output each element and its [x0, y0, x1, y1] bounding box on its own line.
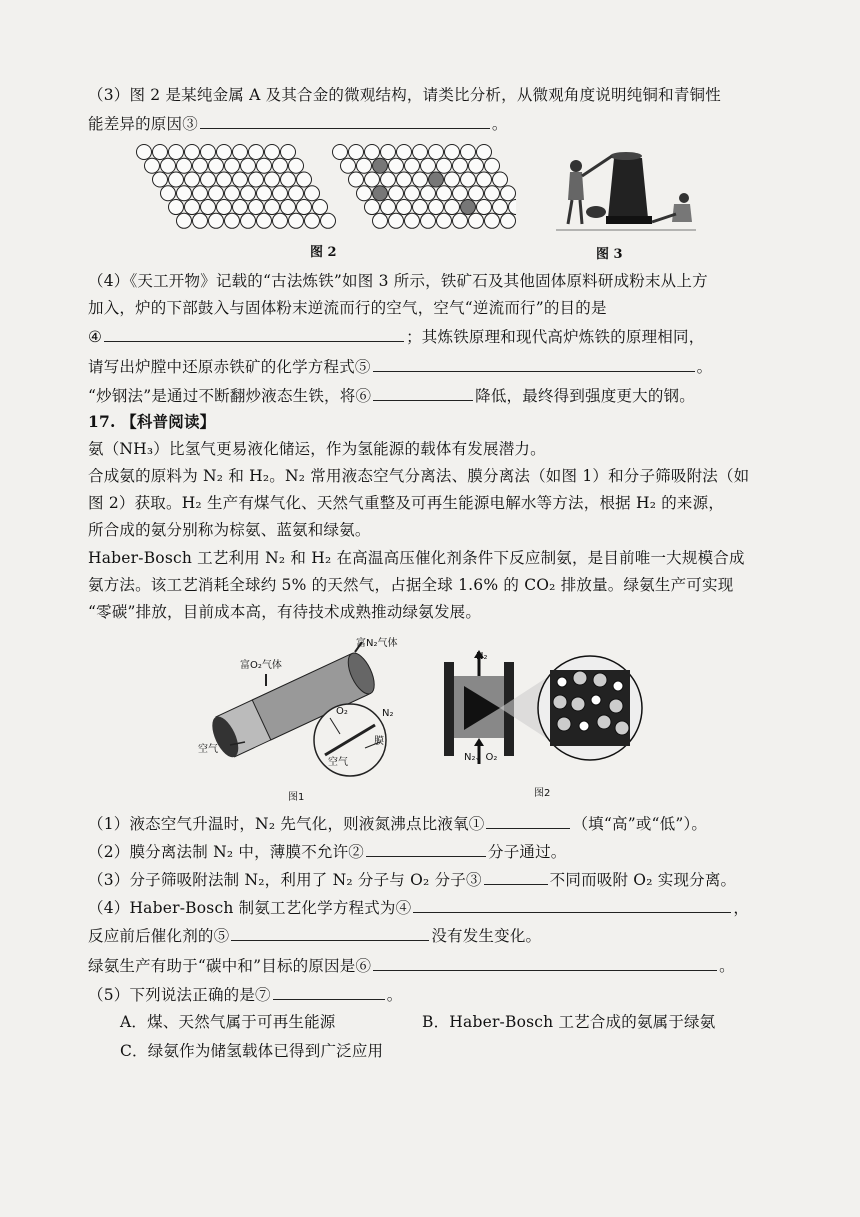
atom — [373, 186, 388, 201]
n2-o2-in-label: N₂、O₂ — [464, 752, 498, 763]
atom — [469, 213, 484, 228]
q4-marker-4: ④ — [88, 328, 103, 346]
question-1 — [88, 812, 707, 835]
atom — [177, 213, 192, 228]
atom — [405, 158, 420, 173]
atom — [485, 213, 500, 228]
atom — [209, 158, 224, 173]
atom — [289, 158, 304, 173]
atom — [169, 200, 184, 215]
atom — [485, 158, 500, 173]
answer-blank-1[interactable] — [486, 812, 570, 829]
atom — [485, 186, 500, 201]
atom — [445, 172, 460, 187]
q17-p3-line2: 氨方法。该工艺消耗全球约 5% 的天然气，占据全球 1.6% 的 CO₂ 排放量。绿氨生产可实现 — [88, 576, 734, 594]
atom — [249, 172, 264, 187]
sieve-molecule — [573, 671, 587, 685]
atom — [289, 186, 304, 201]
atom — [265, 145, 280, 160]
n2-arrow-label: N₂ — [382, 708, 394, 719]
fig1-caption: 图1 — [288, 792, 305, 803]
atom — [397, 145, 412, 160]
question-3-end: 不同而吸附 O₂ 实现分离。 — [549, 871, 737, 889]
answer-blank-3b[interactable] — [484, 868, 548, 885]
atom — [153, 145, 168, 160]
option-c[interactable]: C．绿氨作为储氢载体已得到广泛应用 — [120, 1042, 384, 1060]
atom — [225, 213, 240, 228]
atom — [169, 172, 184, 187]
atom — [381, 200, 396, 215]
sieve-molecule — [557, 677, 567, 687]
question-5-end: 。 — [386, 986, 403, 1004]
answer-blank-4[interactable] — [104, 325, 404, 342]
atom — [509, 200, 517, 215]
atom — [349, 145, 364, 160]
atom — [461, 172, 476, 187]
atom — [185, 200, 200, 215]
atom — [349, 172, 364, 187]
atom — [405, 213, 420, 228]
atom — [357, 158, 372, 173]
question-4-carbon — [88, 954, 735, 977]
atom — [177, 186, 192, 201]
atom — [257, 158, 272, 173]
q17-p2-line2: 图 2）获取。H₂ 生产有煤气化、天然气重整及可再生能源电解水等方法，根据 H₂ 的来源， — [88, 494, 725, 512]
membrane-separation-diagram — [190, 630, 420, 780]
atom — [281, 200, 296, 215]
sieve-molecule — [553, 695, 567, 709]
n2-out-label: N₂ — [476, 651, 488, 662]
question-4-catalyst-end: 没有发生变化。 — [431, 927, 542, 945]
atom — [461, 145, 476, 160]
atom — [161, 158, 176, 173]
sieve-molecule — [597, 715, 611, 729]
atom — [137, 145, 152, 160]
atom — [413, 200, 428, 215]
sieve-molecule — [593, 673, 607, 687]
atom — [365, 200, 380, 215]
atom — [201, 145, 216, 160]
answer-blank-5b[interactable] — [231, 924, 429, 941]
atom — [461, 200, 476, 215]
atom — [265, 172, 280, 187]
atom — [217, 145, 232, 160]
atom — [313, 200, 328, 215]
q4-line3-text: ；其炼铁原理和现代高炉炼铁的原理相同， — [406, 328, 705, 346]
atom — [185, 145, 200, 160]
atom — [305, 213, 320, 228]
q4-line1: （4）《天工开物》记载的“古法炼铁”如图 3 所示，铁矿石及其他固体原料研成粉末从上方 — [88, 272, 708, 290]
atom — [469, 186, 484, 201]
sieve-molecule — [609, 699, 623, 713]
sieve-molecule — [571, 697, 585, 711]
atom — [265, 200, 280, 215]
answer-blank-6b[interactable] — [373, 954, 717, 971]
atom — [161, 186, 176, 201]
question-4-carbon-text: 绿氨生产有助于“碳中和”目标的原因是⑥ — [88, 957, 372, 975]
atom — [373, 213, 388, 228]
atom — [365, 145, 380, 160]
atom — [241, 186, 256, 201]
atom — [257, 186, 272, 201]
question-4-catalyst — [88, 924, 541, 947]
q4-line5 — [88, 384, 695, 407]
question-2-end: 分子通过。 — [488, 843, 567, 861]
atom — [453, 186, 468, 201]
atom — [201, 200, 216, 215]
question-5-text: （5）下列说法正确的是⑦ — [88, 986, 271, 1004]
pure-metal-lattice — [137, 145, 336, 229]
atom — [333, 145, 348, 160]
atom — [445, 145, 460, 160]
alloy-lattice — [333, 145, 517, 229]
atom — [289, 213, 304, 228]
fig2-caption: 图 2 — [310, 245, 337, 260]
atom — [193, 213, 208, 228]
atom — [177, 158, 192, 173]
atom — [421, 213, 436, 228]
atom — [273, 186, 288, 201]
answer-blank-3[interactable] — [200, 112, 490, 129]
question-1-text: （1）液态空气升温时，N₂ 先气化，则液氮沸点比液氧① — [88, 815, 485, 833]
sieve-molecule — [591, 695, 601, 705]
atom — [501, 213, 516, 228]
atom — [145, 158, 160, 173]
atom — [297, 200, 312, 215]
atom — [381, 145, 396, 160]
sieve-molecule — [615, 721, 629, 735]
question-5 — [88, 983, 402, 1006]
q4-line4-end: 。 — [696, 358, 713, 376]
atom — [217, 172, 232, 187]
alloy-lattice-figure — [136, 142, 516, 238]
atom — [169, 145, 184, 160]
atom — [153, 172, 168, 187]
q3-prompt: 能差异的原因③ — [88, 115, 198, 133]
atom — [413, 145, 428, 160]
atom — [305, 186, 320, 201]
sieve-molecule — [613, 681, 623, 691]
question-2-text: （2）膜分离法制 N₂ 中，薄膜不允许② — [88, 843, 364, 861]
q3-line2 — [88, 112, 508, 135]
atom — [281, 145, 296, 160]
atom — [429, 200, 444, 215]
q4-line5-end: 降低，最终得到强度更大的钢。 — [475, 387, 695, 405]
atom — [193, 186, 208, 201]
q4-line4 — [88, 355, 712, 378]
answer-blank-6[interactable] — [373, 384, 473, 401]
question-4 — [88, 896, 749, 919]
atom — [297, 172, 312, 187]
atom — [477, 145, 492, 160]
atom — [249, 145, 264, 160]
q4-line2: 加入，炉的下部鼓入与固体粉末逆流而行的空气，空气“逆流而行”的目的是 — [88, 299, 607, 317]
atom — [477, 172, 492, 187]
atom — [397, 200, 412, 215]
ancient-furnace-illustration — [556, 138, 696, 238]
atom — [225, 158, 240, 173]
membrane-label: 膜 — [374, 736, 384, 747]
q4-line5-text: “炒钢法”是通过不断翻炒液态生铁，将⑥ — [88, 387, 372, 405]
q3-end: 。 — [491, 115, 508, 133]
atom — [257, 213, 272, 228]
atom — [405, 186, 420, 201]
atom — [381, 172, 396, 187]
q17-p2-line3: 所合成的氨分别称为棕氨、蓝氨和绿氨。 — [88, 521, 371, 539]
atom — [477, 200, 492, 215]
question-1-hint: （填“高”或“低”）。 — [572, 815, 708, 833]
atom — [437, 158, 452, 173]
q4-line4-text: 请写出炉膛中还原赤铁矿的化学方程式⑤ — [88, 358, 371, 376]
atom — [493, 172, 508, 187]
atom — [421, 158, 436, 173]
sieve-molecule — [579, 721, 589, 731]
atom — [201, 172, 216, 187]
atom — [389, 186, 404, 201]
q17-p3-line1: Haber-Bosch 工艺利用 N₂ 和 H₂ 在高温高压催化剂条件下反应制氨，是目前唯一大规模合成 — [88, 549, 745, 567]
atom — [321, 213, 336, 228]
answer-blank-7[interactable] — [273, 983, 385, 1000]
question-4-catalyst-text: 反应前后催化剂的⑤ — [88, 927, 230, 945]
atom — [233, 145, 248, 160]
question-2 — [88, 840, 567, 863]
atom — [357, 186, 372, 201]
atom — [413, 172, 428, 187]
q17-p1: 氨（NH₃）比氢气更易液化储运，作为氢能源的载体有发展潜力。 — [88, 440, 546, 458]
atom — [233, 200, 248, 215]
atom — [373, 158, 388, 173]
q17-p3-line3: “零碳”排放，目前成本高，有待技术成熟推动绿氨发展。 — [88, 603, 482, 621]
question-4-comma: ， — [733, 899, 750, 917]
atom — [421, 186, 436, 201]
fig2b-caption: 图2 — [534, 788, 551, 799]
atom — [185, 172, 200, 187]
atom — [193, 158, 208, 173]
atom — [429, 145, 444, 160]
option-b[interactable]: B．Haber-Bosch 工艺合成的氨属于绿氨 — [422, 1013, 716, 1031]
atom — [217, 200, 232, 215]
atom — [241, 158, 256, 173]
q17-title: 17. 【科普阅读】 — [88, 412, 216, 431]
question-3 — [88, 868, 736, 891]
option-a[interactable]: A．煤、天然气属于可再生能源 — [120, 1013, 336, 1031]
atom — [241, 213, 256, 228]
atom — [501, 186, 516, 201]
atom — [249, 200, 264, 215]
atom — [469, 158, 484, 173]
atom — [437, 186, 452, 201]
atom — [389, 213, 404, 228]
air-circle-label: 空气 — [328, 757, 348, 768]
atom — [389, 158, 404, 173]
atom — [273, 213, 288, 228]
atom — [453, 158, 468, 173]
atom — [397, 172, 412, 187]
answer-blank-4b[interactable] — [413, 896, 731, 913]
atom — [281, 172, 296, 187]
atom — [453, 213, 468, 228]
atom — [365, 172, 380, 187]
atom — [341, 158, 356, 173]
atom — [445, 200, 460, 215]
question-4-text: （4）Haber-Bosch 制氨工艺化学方程式为④ — [88, 899, 412, 917]
atom — [209, 213, 224, 228]
atom — [273, 158, 288, 173]
atom — [493, 200, 508, 215]
q4-line3 — [88, 325, 704, 348]
o2-rich-gas-label: 富O₂气体 — [240, 660, 282, 671]
atom — [225, 186, 240, 201]
n2-rich-gas-label: 富N₂气体 — [356, 638, 398, 649]
q3-line1: （3）图 2 是某纯金属 A 及其合金的微观结构，请类比分析，从微观角度说明纯铜和青铜性 — [88, 86, 721, 104]
fig3-caption: 图 3 — [596, 247, 623, 262]
atom — [209, 186, 224, 201]
air-inlet-label: 空气 — [198, 744, 218, 755]
answer-blank-2[interactable] — [366, 840, 486, 857]
question-4-carbon-end: 。 — [719, 957, 735, 975]
o2-arrow-label: O₂ — [336, 706, 348, 717]
atom — [429, 172, 444, 187]
sieve-molecule — [557, 717, 571, 731]
question-3-text: （3）分子筛吸附法制 N₂，利用了 N₂ 分子与 O₂ 分子③ — [88, 871, 482, 889]
answer-blank-5[interactable] — [373, 355, 695, 372]
atom — [437, 213, 452, 228]
atom — [233, 172, 248, 187]
q17-p2-line1: 合成氨的原料为 N₂ 和 H₂。N₂ 常用液态空气分离法、膜分离法（如图 1）和分子筛吸附法（如 — [88, 467, 750, 485]
